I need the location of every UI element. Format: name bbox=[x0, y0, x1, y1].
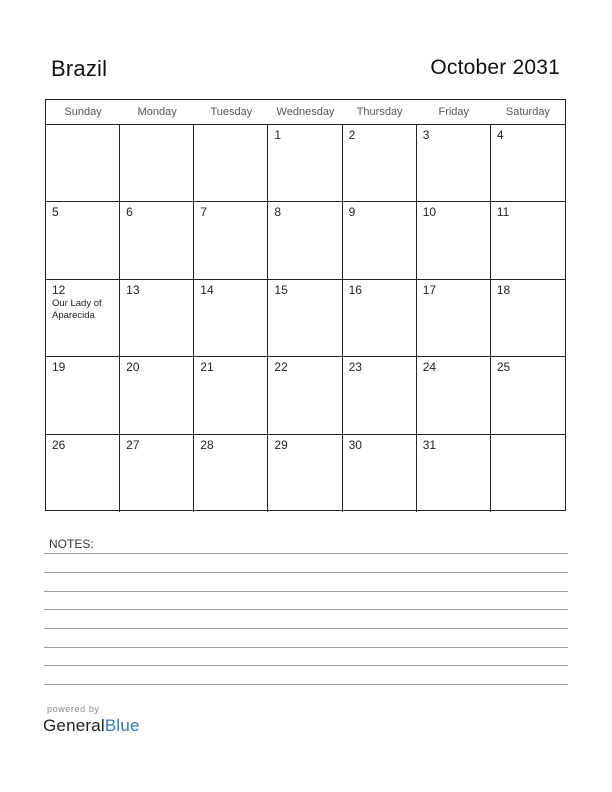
day-cell bbox=[417, 202, 491, 278]
week-row-3 bbox=[46, 280, 565, 357]
week-row-2 bbox=[46, 202, 565, 279]
day-cell bbox=[343, 435, 417, 512]
day-number: 6 bbox=[126, 205, 133, 220]
day-number: 5 bbox=[52, 205, 59, 220]
day-cell bbox=[491, 202, 565, 278]
day-number: 13 bbox=[126, 282, 140, 297]
day-cell bbox=[343, 202, 417, 278]
day-cell bbox=[417, 357, 491, 433]
calendar-grid bbox=[45, 99, 566, 511]
powered-by-text: powered by bbox=[47, 704, 100, 714]
day-cell bbox=[343, 125, 417, 201]
day-cell bbox=[46, 280, 120, 356]
week-row-5 bbox=[46, 435, 565, 512]
day-cell bbox=[491, 435, 565, 512]
day-cell bbox=[120, 202, 194, 278]
day-cell bbox=[194, 280, 268, 356]
weekday-friday: Friday bbox=[438, 106, 470, 118]
day-cell bbox=[417, 125, 491, 201]
day-cell bbox=[194, 125, 268, 201]
day-cell bbox=[268, 202, 342, 278]
day-cell bbox=[120, 357, 194, 433]
day-cell bbox=[46, 202, 120, 278]
day-number: 20 bbox=[126, 360, 140, 375]
notes-label: NOTES: bbox=[49, 537, 94, 551]
day-number: 18 bbox=[496, 282, 511, 297]
month-year-title: October 2031 bbox=[430, 56, 560, 79]
day-cell bbox=[417, 280, 491, 356]
day-cell bbox=[120, 125, 194, 201]
weekday-monday: Monday bbox=[137, 106, 177, 118]
note-line bbox=[44, 665, 568, 666]
day-number: 2 bbox=[348, 128, 356, 142]
day-cell bbox=[194, 357, 268, 433]
day-number: 1 bbox=[274, 128, 282, 142]
day-number: 16 bbox=[348, 282, 362, 297]
day-number: 29 bbox=[274, 437, 288, 452]
week-row-1 bbox=[46, 125, 565, 202]
day-number: 19 bbox=[52, 360, 66, 375]
note-line bbox=[44, 609, 568, 610]
note-line bbox=[44, 553, 568, 554]
day-cell bbox=[46, 357, 120, 433]
day-cell bbox=[268, 435, 342, 512]
note-line bbox=[44, 647, 568, 648]
day-number: 31 bbox=[422, 437, 437, 452]
weekday-tuesday: Tuesday bbox=[210, 106, 253, 118]
day-cell bbox=[491, 357, 565, 433]
day-number: 14 bbox=[200, 282, 214, 297]
day-cell bbox=[268, 357, 342, 433]
day-cell bbox=[46, 125, 120, 201]
day-number: 11 bbox=[496, 205, 510, 220]
day-number: 17 bbox=[422, 282, 437, 297]
weekday-thursday: Thursday bbox=[356, 106, 403, 118]
day-cell bbox=[120, 280, 194, 356]
day-number: 22 bbox=[274, 360, 288, 375]
day-number: 24 bbox=[422, 360, 437, 375]
day-cell bbox=[194, 435, 268, 512]
day-number: 9 bbox=[348, 205, 356, 220]
day-cell bbox=[343, 357, 417, 433]
day-cell bbox=[268, 280, 342, 356]
day-number: 8 bbox=[274, 205, 282, 220]
note-line bbox=[44, 572, 568, 573]
weekday-wednesday: Wednesday bbox=[276, 106, 335, 118]
day-number: 4 bbox=[496, 128, 504, 142]
day-cell bbox=[120, 435, 194, 512]
day-cell bbox=[268, 125, 342, 201]
day-cell bbox=[491, 280, 565, 356]
weekday-sunday: Sunday bbox=[64, 106, 102, 118]
day-cell bbox=[343, 280, 417, 356]
day-number: 21 bbox=[200, 360, 214, 375]
week-row-4 bbox=[46, 357, 565, 434]
brand-general: General bbox=[43, 716, 105, 735]
day-number: 7 bbox=[200, 205, 207, 220]
day-number: 23 bbox=[348, 360, 362, 375]
day-cell bbox=[194, 202, 268, 278]
holiday-label: Our Lady of Aparecida bbox=[52, 297, 102, 321]
day-cell bbox=[417, 435, 491, 512]
day-number: 30 bbox=[348, 437, 362, 452]
generalblue-logo bbox=[43, 716, 140, 736]
weekday-saturday: Saturday bbox=[505, 106, 550, 118]
note-line bbox=[44, 591, 568, 592]
note-line bbox=[44, 684, 568, 685]
brand-blue: Blue bbox=[104, 716, 140, 735]
day-number: 26 bbox=[52, 437, 66, 452]
day-number: 25 bbox=[496, 360, 511, 375]
day-cell bbox=[46, 435, 120, 512]
day-number: 28 bbox=[200, 437, 214, 452]
country-title: Brazil bbox=[51, 56, 108, 81]
day-number: 12 bbox=[52, 282, 66, 297]
day-number: 3 bbox=[422, 128, 430, 142]
note-line bbox=[44, 628, 568, 629]
weekday-header-row bbox=[46, 100, 565, 125]
day-number: 27 bbox=[126, 437, 140, 452]
day-number: 15 bbox=[274, 282, 288, 297]
day-cell bbox=[491, 125, 565, 201]
day-number: 10 bbox=[422, 205, 437, 220]
